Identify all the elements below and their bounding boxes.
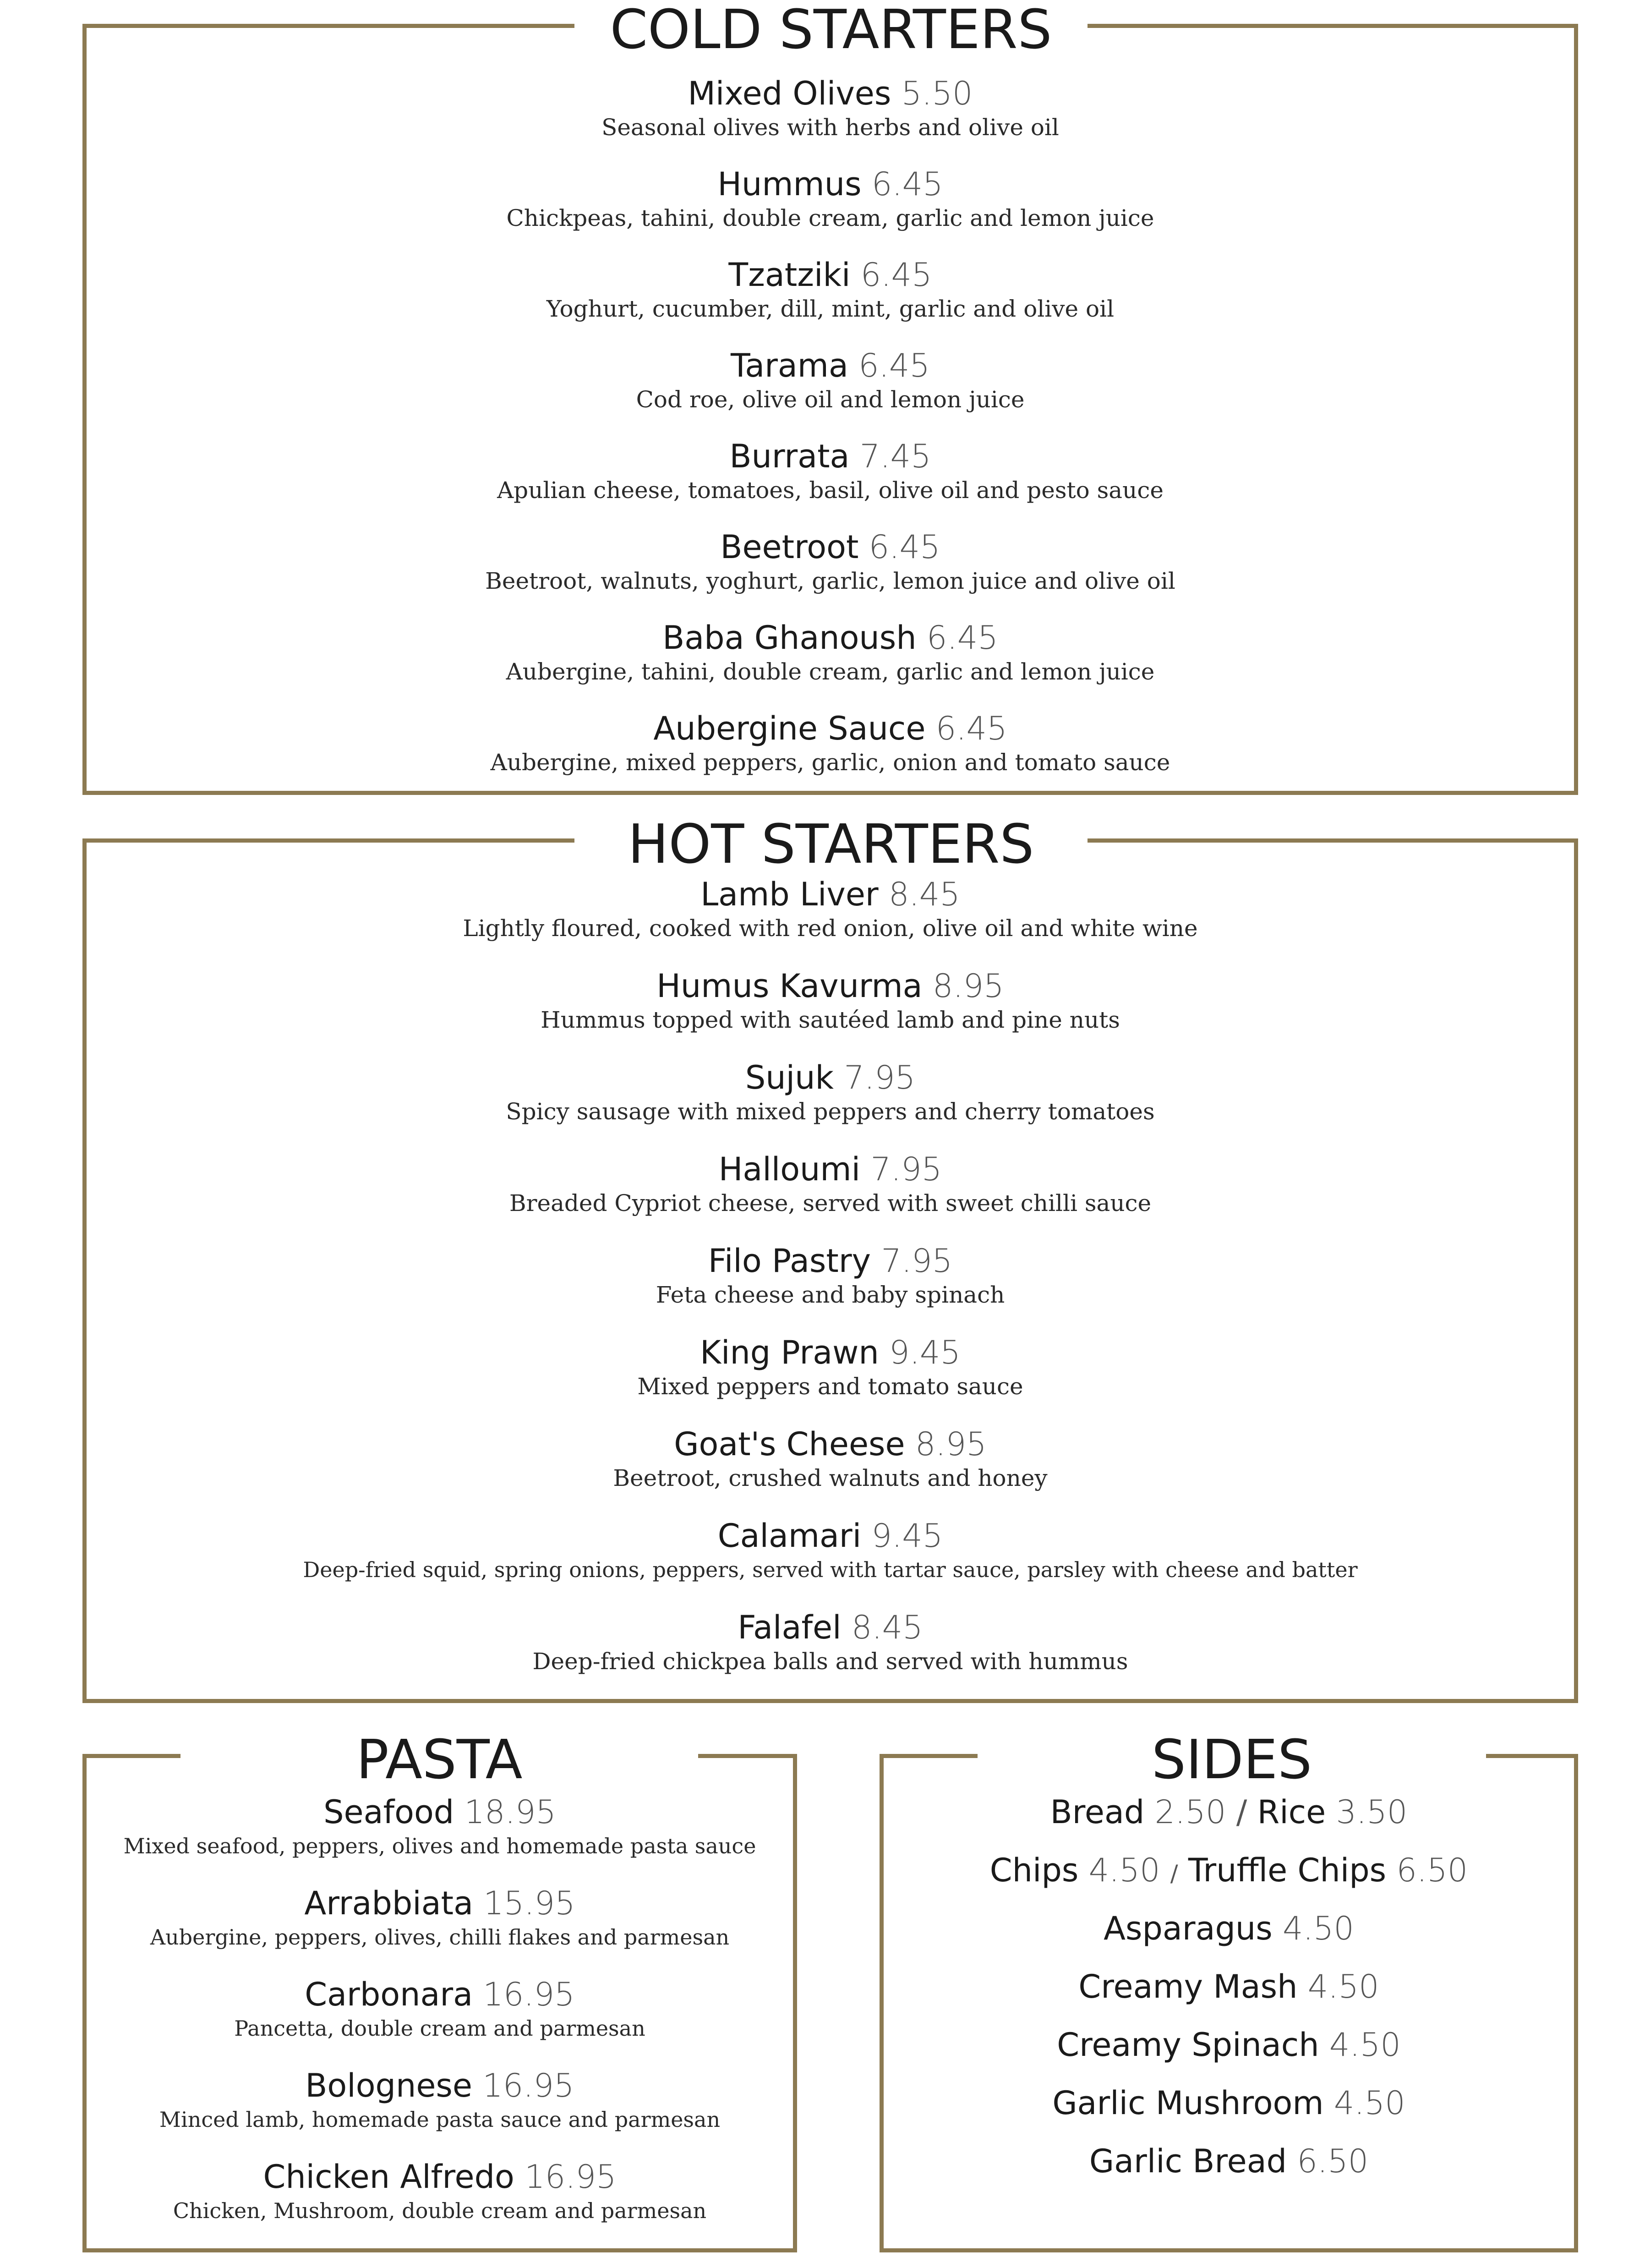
dish-description: Beetroot, crushed walnuts and honey: [613, 1465, 1048, 1491]
side-name: Rice: [1257, 1793, 1326, 1831]
dish-name: Humus Kavurma: [656, 967, 923, 1005]
dish-description: Beetroot, walnuts, yoghurt, garlic, lemon juice and olive oil: [485, 568, 1175, 594]
side-name: Creamy Mash: [1078, 1968, 1298, 2005]
dish-description: Feta cheese and baby spinach: [656, 1282, 1005, 1308]
menu-item: [87, 1333, 1574, 1424]
dish-description: Deep-fried squid, spring onions, peppers, served with tartar sauce, parsley with cheese and batter: [303, 1557, 1358, 1582]
menu-item: [87, 709, 1574, 800]
menu-item: [87, 1516, 1574, 1608]
dish-description: Apulian cheese, tomatoes, basil, olive oil and pesto sauce: [497, 477, 1164, 504]
side-name: Garlic Mushroom: [1052, 2084, 1324, 2122]
side-price: 4.50: [1088, 1852, 1160, 1889]
dish-price: 8.45: [888, 876, 960, 913]
menu-item: [87, 255, 1574, 346]
dish-name: Tzatziki: [728, 256, 851, 294]
side-name: Garlic Bread: [1089, 2142, 1287, 2180]
dish-price: 7.95: [881, 1242, 953, 1280]
side-separator: /: [1170, 1860, 1178, 1887]
menu-item: [87, 164, 1574, 255]
dish-description: Spicy sausage with mixed peppers and cherry tomatoes: [506, 1098, 1155, 1125]
dish-price: 9.45: [889, 1334, 961, 1371]
side-item: [884, 2025, 1574, 2083]
side-price: 3.50: [1336, 1793, 1408, 1831]
dish-description: Lightly floured, cooked with red onion, olive oil and white wine: [463, 915, 1198, 942]
dish-name: Seafood: [323, 1793, 454, 1831]
hot-starters-title: HOT STARTERS: [574, 817, 1088, 875]
dish-name: Burrata: [729, 438, 850, 475]
dish-price: 7.95: [870, 1150, 942, 1188]
menu-item: [87, 1058, 1574, 1150]
side-item: [884, 2142, 1574, 2200]
dish-price: 5.50: [901, 75, 973, 112]
dish-description: Mixed peppers and tomato sauce: [637, 1373, 1023, 1400]
cold-starters-section: [82, 0, 1578, 795]
menu-item: [87, 2066, 793, 2157]
side-price: 4.50: [1329, 2026, 1401, 2064]
dish-description: Chickpeas, tahini, double cream, garlic and lemon juice: [506, 205, 1154, 231]
dish-name: Tarama: [731, 347, 848, 384]
dish-price: 6.45: [935, 710, 1007, 747]
dish-name: Falafel: [738, 1609, 842, 1646]
side-name: Asparagus: [1104, 1910, 1273, 1947]
menu-item: [87, 1884, 793, 1975]
dish-description: Yoghurt, cucumber, dill, mint, garlic and olive oil: [546, 296, 1115, 322]
dish-name: Beetroot: [720, 528, 859, 566]
dish-name: Bolognese: [305, 2067, 472, 2104]
dish-description: Hummus topped with sautéed lamb and pine nuts: [541, 1007, 1120, 1033]
dish-name: Lamb Liver: [700, 876, 879, 913]
dish-description: Cod roe, olive oil and lemon juice: [636, 386, 1025, 413]
side-item: [884, 1967, 1574, 2025]
dish-name: King Prawn: [700, 1334, 879, 1371]
dish-name: Carbonara: [305, 1976, 473, 2013]
dish-price: 16.95: [483, 1976, 575, 2013]
pasta-section: [82, 1728, 797, 2252]
dish-description: Aubergine, tahini, double cream, garlic and lemon juice: [506, 658, 1155, 685]
side-price: 4.50: [1333, 2084, 1405, 2122]
menu-item: [87, 618, 1574, 709]
dish-price: 8.45: [851, 1609, 923, 1646]
dish-price: 6.45: [871, 165, 943, 203]
side-price: 6.50: [1396, 1852, 1468, 1889]
dish-price: 7.95: [844, 1059, 916, 1096]
dish-name: Sujuk: [745, 1059, 834, 1096]
side-price: 4.50: [1307, 1968, 1379, 2005]
pasta-title: PASTA: [180, 1732, 698, 1790]
menu-item: [87, 346, 1574, 437]
dish-name: Hummus: [717, 165, 862, 203]
menu-item: [87, 2157, 793, 2248]
dish-description: Seasonal olives with herbs and olive oil: [601, 114, 1059, 141]
dish-name: Halloumi: [718, 1150, 861, 1188]
menu-item: [87, 966, 1574, 1058]
side-price: 2.50: [1154, 1793, 1226, 1831]
menu-item: [87, 437, 1574, 527]
menu-item: [87, 1241, 1574, 1333]
menu-item: [87, 1150, 1574, 1241]
dish-price: 6.45: [926, 619, 998, 657]
dish-name: Arrabbiata: [304, 1885, 473, 1922]
dish-price: 8.95: [932, 967, 1004, 1005]
menu-item: [87, 74, 1574, 164]
menu-item: [87, 1424, 1574, 1516]
menu-item: [87, 1608, 1574, 1699]
dish-price: 6.45: [869, 528, 940, 566]
menu-item: [87, 1792, 793, 1884]
dish-price: 9.45: [871, 1517, 943, 1555]
side-name: Truffle Chips: [1188, 1852, 1387, 1889]
dish-name: Calamari: [717, 1517, 862, 1555]
side-price: 6.50: [1297, 2142, 1369, 2180]
dish-price: 6.45: [858, 347, 930, 384]
dish-name: Aubergine Sauce: [653, 710, 926, 747]
dish-price: 6.45: [860, 256, 932, 294]
dish-name: Baba Ghanoush: [662, 619, 917, 657]
side-item: [884, 1909, 1574, 1967]
dish-description: Chicken, Mushroom, double cream and parmesan: [173, 2198, 707, 2223]
dish-name: Mixed Olives: [688, 75, 891, 112]
dish-description: Mixed seafood, peppers, olives and homemade pasta sauce: [123, 1834, 756, 1858]
dish-description: Breaded Cypriot cheese, served with sweet chilli sauce: [509, 1190, 1152, 1216]
dish-description: Pancetta, double cream and parmesan: [234, 2016, 645, 2041]
dish-price: 15.95: [483, 1885, 575, 1922]
menu-item: [87, 1975, 793, 2066]
menu-item: [87, 875, 1574, 966]
dish-description: Aubergine, mixed peppers, garlic, onion and tomato sauce: [490, 749, 1170, 776]
side-price: 4.50: [1283, 1910, 1354, 1947]
side-item: [884, 2083, 1574, 2142]
dish-price: 16.95: [525, 2158, 617, 2196]
cold-starters-title: COLD STARTERS: [574, 2, 1088, 60]
side-name: Chips: [989, 1852, 1079, 1889]
dish-name: Chicken Alfredo: [263, 2158, 514, 2196]
hot-starters-section: [82, 812, 1578, 1703]
menu-item: [87, 527, 1574, 618]
side-separator: /: [1236, 1793, 1247, 1831]
dish-price: 16.95: [482, 2067, 574, 2104]
sides-title: SIDES: [978, 1732, 1486, 1790]
side-row-bread-rice: [884, 1792, 1574, 1851]
dish-name: Filo Pastry: [708, 1242, 871, 1280]
dish-name: Goat's Cheese: [674, 1425, 905, 1463]
dish-description: Minced lamb, homemade pasta sauce and parmesan: [159, 2107, 721, 2132]
side-name: Bread: [1050, 1793, 1145, 1831]
dish-description: Aubergine, peppers, olives, chilli flakes and parmesan: [150, 1925, 730, 1950]
sides-section: [880, 1728, 1578, 2252]
side-name: Creamy Spinach: [1057, 2026, 1319, 2064]
side-row-chips: [884, 1851, 1574, 1909]
dish-price: 18.95: [464, 1793, 556, 1831]
dish-price: 7.45: [859, 438, 931, 475]
dish-description: Deep-fried chickpea balls and served with hummus: [532, 1648, 1128, 1675]
dish-price: 8.95: [915, 1425, 987, 1463]
